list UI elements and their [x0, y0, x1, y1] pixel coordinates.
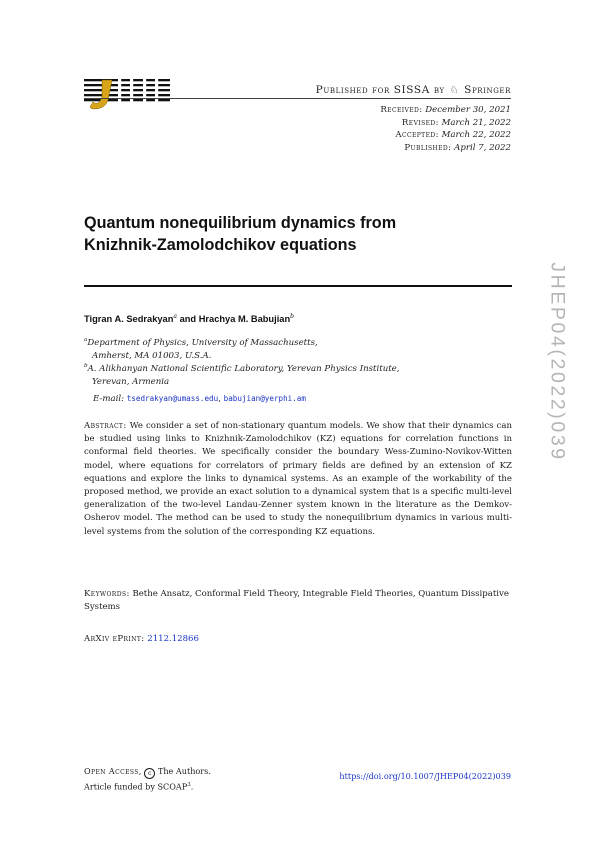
email-link[interactable]: tsedrakyan@umass.edu	[126, 394, 219, 403]
jhep-logo	[84, 78, 170, 110]
date-accepted: Accepted: March 22, 2022	[395, 130, 511, 141]
published-for-label: Published for SISSA by	[315, 84, 445, 96]
date-received: Received: December 30, 2021	[380, 105, 511, 115]
title-rule	[84, 285, 512, 287]
arxiv-link[interactable]: 2112.12866	[147, 634, 199, 644]
keywords	[84, 588, 512, 614]
author-affil-mark: a	[173, 313, 177, 320]
abstract-label: Abstract:	[84, 421, 127, 431]
publisher-name: Springer	[464, 84, 511, 96]
date-published: Published: April 7, 2022	[404, 142, 511, 153]
keywords-text: Bethe Ansatz, Conformal Field Theory, Integrable Field Theories, Quantum Dissipative Systems	[84, 589, 509, 613]
springer-horse-icon: ♘	[449, 85, 460, 96]
abstract	[84, 420, 512, 539]
abstract-text: We consider a set of non-stationary quantum models. We show that their dynamics can be studied using links to Knizhnik-Zamolodchikov (KZ) equations for correlation functions in conformal field theories. We specifically consider the boundary Wess-Zumino-Novikov-Witten model, where equations for correlators of primary fields are defined by an extension of KZ equations and explore the links to dynamical systems. As an example of the workability of the proposed method, we provide an exact solution to a dynamical system that is a specific multi-level generalization of the two-level Landau-Zenner system known in the literature as the Demkov-Osherov model. The method can be used to study the nonequilibrium dynamics in various multi-level systems from the solution of the corresponding KZ equations.	[84, 421, 512, 537]
author-connector: and	[179, 314, 197, 325]
doi-link[interactable]: https://doi.org/10.1007/JHEP04(2022)039	[339, 771, 511, 781]
license-note	[84, 765, 211, 794]
paper-title	[84, 212, 514, 256]
email-label: E-mail:	[93, 394, 125, 404]
funding-note: Article funded by SCOAP$^3$.	[84, 781, 194, 792]
arxiv-label: ArXiv ePrint:	[84, 634, 145, 644]
open-access-label: Open Access,	[84, 766, 142, 776]
title-line-2: Knizhnik-Zamolodchikov equations	[84, 236, 357, 254]
author-affil-mark: b	[290, 313, 294, 320]
jhep-watermark: JHEP04(2022)039	[546, 262, 569, 462]
copyright-icon: c	[144, 768, 155, 779]
date-revised: Revised: March 21, 2022	[401, 117, 511, 128]
affiliation-b: $^b$A. Alikhanyan National Scientific Laboratory, Yerevan Physics Institute, Yerevan, Armenia	[84, 363, 400, 387]
email-link[interactable]: babujian@yerphi.am	[223, 394, 306, 403]
published-for-line	[316, 84, 511, 96]
header-rule	[84, 98, 511, 99]
author-name: Tigran A. Sedrakyan	[84, 314, 174, 325]
author-list	[84, 313, 294, 324]
authors-note: The Authors.	[157, 766, 211, 776]
arxiv-eprint	[84, 634, 199, 644]
author-name: Hrachya M. Babujian	[198, 314, 291, 325]
keywords-label: Keywords:	[84, 589, 130, 599]
email-line: E-mail: tsedrakyan@umass.edu, babujian@yerphi.am	[93, 394, 306, 404]
title-line-1: Quantum nonequilibrium dynamics from	[84, 214, 397, 232]
affiliation-a: $^a$Department of Physics, University of Massachusetts, Amherst, MA 01003, U.S.A.	[84, 337, 318, 361]
publication-dates	[380, 104, 511, 154]
